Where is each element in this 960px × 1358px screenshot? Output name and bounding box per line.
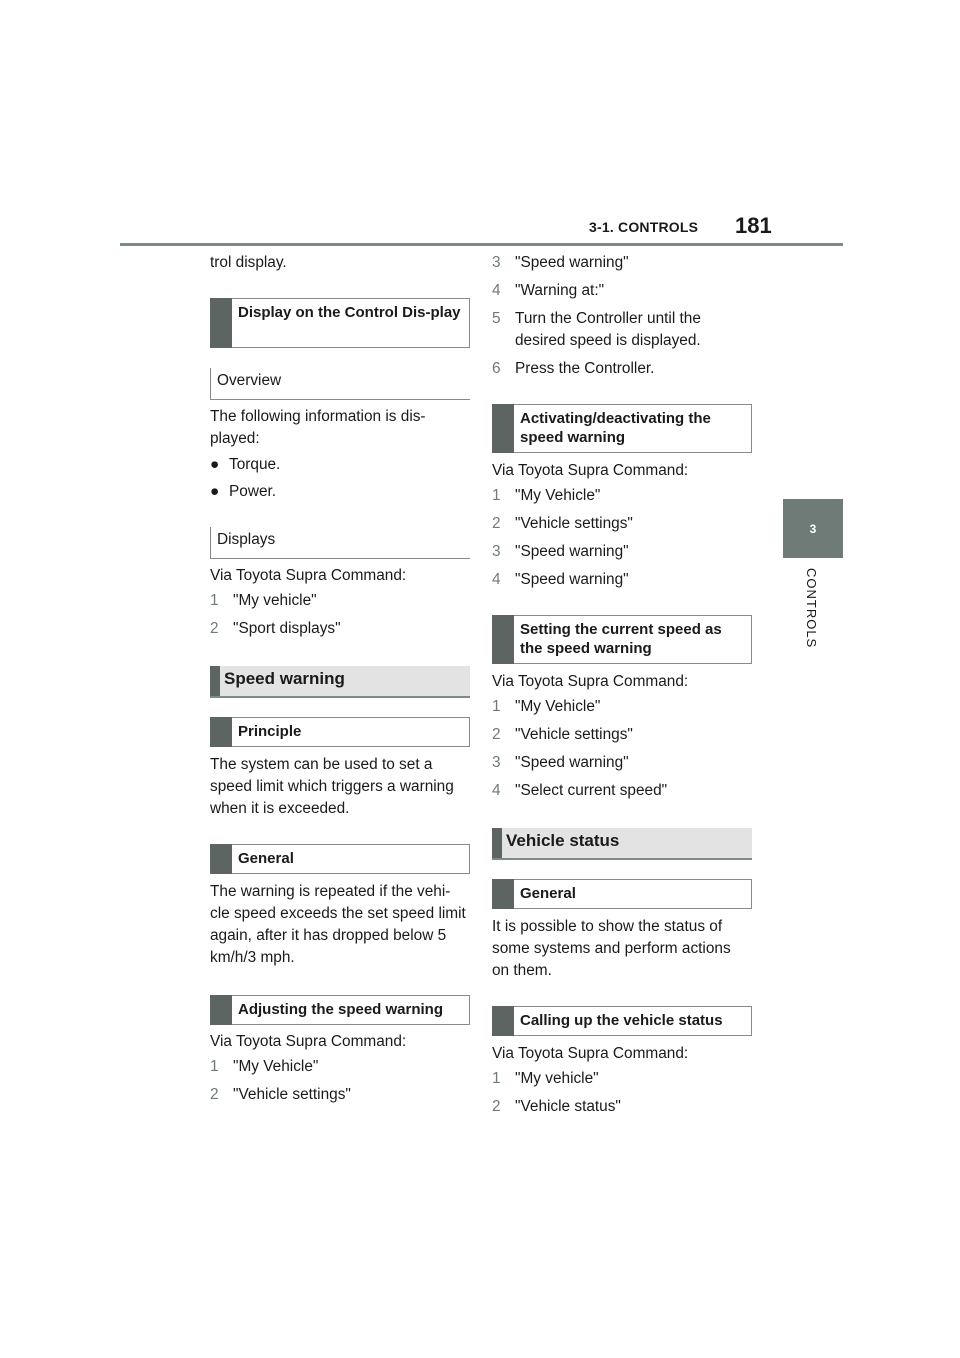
header-rule [120, 243, 843, 246]
displays-subheading: Displays [210, 527, 470, 559]
step-item: 4 "Speed warning" [492, 571, 629, 588]
via-command-text: Via Toyota Supra Command: [210, 1033, 407, 1050]
calling-heading: Calling up the vehicle status [492, 1006, 752, 1036]
display-heading: Display on the Control Dis-play [210, 298, 470, 348]
activating-heading: Activating/deactivating the speed warning [492, 404, 752, 453]
chapter-label [803, 568, 823, 658]
step-item: 2 "Sport displays" [210, 620, 341, 637]
principle-heading: Principle [210, 717, 470, 747]
step-item: 3 "Speed warning" [492, 754, 629, 771]
general-text: The warning is repeated if the vehi-cle speed exceeds the set speed limit again, after it has dropped below 5 km/h/3 mph. [210, 883, 466, 966]
vehicle-status-section: Vehicle status [492, 828, 752, 860]
via-command-text: Via Toyota Supra Command: [492, 462, 689, 479]
step-item: 3 "Speed warning" [492, 543, 629, 560]
general-heading: General [210, 844, 470, 874]
speed-warning-section: Speed warning [210, 666, 470, 698]
step-item: 1 "My Vehicle" [492, 487, 601, 504]
section-label: 3-1. CONTROLS [589, 219, 699, 235]
list-item: ● Power. [210, 481, 470, 503]
step-item: 1 "My Vehicle" [210, 1058, 319, 1075]
list-item: ● Torque. [210, 454, 470, 476]
step-item: 3 "Speed warning" [492, 254, 629, 271]
step-item: 1 "My vehicle" [492, 1070, 599, 1087]
chapter-label-text: CONTROLS [804, 568, 819, 649]
via-command-text: Via Toyota Supra Command: [492, 1045, 689, 1062]
step-item: 2 "Vehicle status" [492, 1098, 621, 1115]
step-item: 6 Press the Controller. [492, 360, 655, 377]
overview-subheading: Overview [210, 368, 470, 400]
right-column [492, 252, 752, 1118]
bullet-icon: ● [210, 483, 220, 500]
step-item: 1 "My vehicle" [210, 592, 317, 609]
via-command-text: Via Toyota Supra Command: [492, 673, 689, 690]
via-command-text: Via Toyota Supra Command: [210, 567, 407, 584]
general-heading: General [492, 879, 752, 909]
setting-heading: Setting the current speed as the speed warning [492, 615, 752, 664]
principle-text: The system can be used to set a speed limit which triggers a warning when it is exceeded. [210, 756, 454, 817]
page-number: 181 [735, 213, 772, 238]
chapter-tab: 3 [783, 499, 843, 558]
step-item: 4 "Select current speed" [492, 782, 668, 799]
step-item: 2 "Vehicle settings" [492, 515, 633, 532]
step-item: 5 Turn the Controller until the desired speed is displayed. [492, 310, 701, 349]
general-text: It is possible to show the status of some systems and perform actions on them. [492, 918, 731, 979]
overview-text: The following information is dis-played: [210, 408, 426, 447]
step-item: 2 "Vehicle settings" [492, 726, 633, 743]
adjusting-heading: Adjusting the speed warning [210, 995, 470, 1025]
step-item: 2 "Vehicle settings" [210, 1086, 351, 1103]
step-item: 1 "My Vehicle" [492, 698, 601, 715]
step-item: 4 "Warning at:" [492, 282, 605, 299]
intro-text: trol display. [210, 254, 287, 271]
left-column [210, 252, 470, 1106]
bullet-icon: ● [210, 456, 220, 473]
